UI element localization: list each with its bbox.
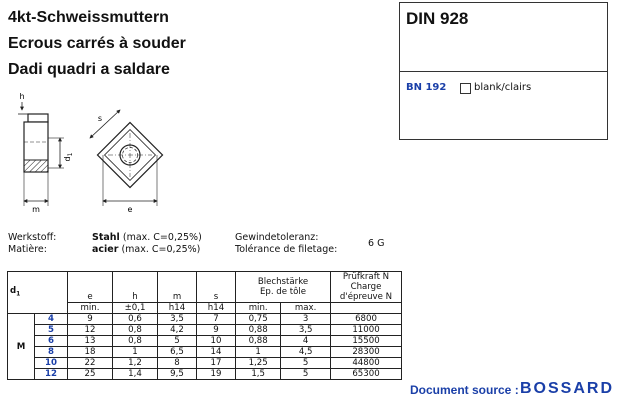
cell-tmin: 0,75 [236, 314, 281, 325]
table-row [8, 336, 402, 347]
sub-min: min. [236, 303, 281, 314]
cell-tmin: 1 [236, 347, 281, 358]
label-e: e [127, 205, 133, 214]
cell-s: 9 [197, 325, 236, 336]
cell-e: 13 [68, 336, 113, 347]
bossard-logo: BOSSARD [520, 380, 615, 397]
material-steel-de: Stahl (max. C=0,25%) [92, 232, 202, 243]
cell-proof: 65300 [331, 369, 402, 380]
cell-d: 10 [35, 358, 68, 369]
sub-h: ±0,1 [113, 303, 158, 314]
table-row [8, 347, 402, 358]
cell-proof: 11000 [331, 325, 402, 336]
cell-tmin: 0,88 [236, 325, 281, 336]
din-number: DIN 928 [406, 9, 469, 28]
cell-tmax: 4,5 [281, 347, 331, 358]
label-h: h [19, 92, 25, 101]
header-e: e [68, 272, 113, 303]
cell-e: 25 [68, 369, 113, 380]
title-german: 4kt-Schweissmuttern [8, 9, 169, 26]
cell-tmax: 4 [281, 336, 331, 347]
cell-h: 1,2 [113, 358, 158, 369]
cell-tmin: 1,5 [236, 369, 281, 380]
material-label-fr: Matière: [8, 244, 47, 255]
cell-e: 12 [68, 325, 113, 336]
cell-m: 8 [158, 358, 197, 369]
cell-e: 18 [68, 347, 113, 358]
material-steel-fr: acier (max. C=0,25%) [92, 244, 201, 255]
cell-m: 9,5 [158, 369, 197, 380]
cell-tmin: 0,88 [236, 336, 281, 347]
sub-m: h14 [158, 303, 197, 314]
table-row [8, 314, 402, 325]
sub-s: h14 [197, 303, 236, 314]
header-h: h [113, 272, 158, 303]
cell-proof: 6800 [331, 314, 402, 325]
cell-h: 0,8 [113, 325, 158, 336]
finish-checkbox [460, 83, 471, 94]
label-s: s [97, 114, 103, 123]
header-s: s [197, 272, 236, 303]
sub-e: min. [68, 303, 113, 314]
material-label-de: Werkstoff: [8, 232, 57, 243]
cell-d: 4 [35, 314, 68, 325]
sub-proof [331, 303, 402, 314]
label-m: m [32, 205, 40, 214]
label-d1: $d_1$ [63, 152, 74, 162]
cell-tmax: 5 [281, 358, 331, 369]
tolerance-label-de: Gewindetoleranz: [235, 232, 319, 243]
cell-h: 1 [113, 347, 158, 358]
cell-tmax: 5 [281, 369, 331, 380]
cell-m: 6,5 [158, 347, 197, 358]
tolerance-label-fr: Tolérance de filetage: [235, 244, 338, 255]
cell-m: 3,5 [158, 314, 197, 325]
cell-s: 19 [197, 369, 236, 380]
bn-box [399, 72, 608, 140]
cell-proof: 44800 [331, 358, 402, 369]
cell-proof: 15500 [331, 336, 402, 347]
cell-h: 0,8 [113, 336, 158, 347]
cell-tmax: 3 [281, 314, 331, 325]
table-row [8, 325, 402, 336]
table-row [8, 358, 402, 369]
bn-number: BN 192 [406, 82, 447, 93]
cell-h: 1,4 [113, 369, 158, 380]
header-d1: $d_1$ [8, 272, 68, 314]
dimensions-table [7, 271, 402, 380]
document-source-label: Document source : [410, 383, 519, 397]
cell-d: 5 [35, 325, 68, 336]
cell-m: 5 [158, 336, 197, 347]
cell-tmin: 1,25 [236, 358, 281, 369]
table-row [8, 369, 402, 380]
side-view [18, 102, 64, 206]
cell-h: 0,6 [113, 314, 158, 325]
cell-proof: 28300 [331, 347, 402, 358]
cell-s: 17 [197, 358, 236, 369]
cell-d: 8 [35, 347, 68, 358]
title-italian: Dadi quadri a saldare [8, 61, 170, 78]
cell-s: 10 [197, 336, 236, 347]
top-view [90, 110, 163, 206]
cell-d: 12 [35, 369, 68, 380]
cell-s: 7 [197, 314, 236, 325]
standard-box [399, 2, 608, 72]
cell-e: 22 [68, 358, 113, 369]
title-french: Ecrous carrés à souder [8, 35, 186, 52]
cell-d: 6 [35, 336, 68, 347]
header-m: m [158, 272, 197, 303]
cell-m: 4,2 [158, 325, 197, 336]
sub-max: max. [281, 303, 331, 314]
header-proof-load: Prüfkraft N Charge d'épreuve N [331, 272, 402, 303]
thread-label: M [8, 314, 35, 380]
cell-s: 14 [197, 347, 236, 358]
finish-label: blank/clairs [474, 82, 532, 93]
cell-e: 9 [68, 314, 113, 325]
cell-tmax: 3,5 [281, 325, 331, 336]
tolerance-value: 6 G [368, 238, 385, 249]
header-sheet-thickness: Blechstärke Ep. de tôle [236, 272, 331, 303]
technical-drawing [0, 88, 200, 218]
